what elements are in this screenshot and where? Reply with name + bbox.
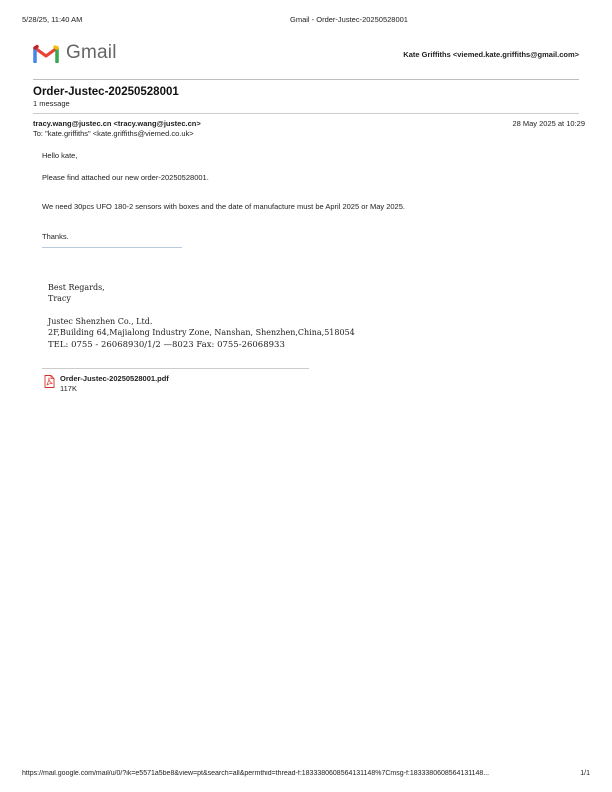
pdf-file-icon [44, 375, 55, 388]
print-datetime: 5/28/25, 11:40 AM [22, 15, 83, 24]
recipient: To: "kate.griffiths" <kate.griffiths@viemed.co.uk> [33, 129, 194, 138]
header-divider [33, 79, 579, 80]
sender[interactable]: tracy.wang@justec.cn <tracy.wang@justec.cn> [33, 119, 201, 128]
subject-divider [33, 113, 579, 114]
print-page-number: 1/1 [580, 770, 590, 777]
signature-company: Justec Shenzhen Co., Ltd. [48, 317, 153, 326]
signature-address: 2F,Building 64,Majialong Industry Zone, Nanshan, Shenzhen,China,518054 [48, 328, 355, 337]
account-label: Kate Griffiths <viemed.kate.griffiths@gmail.com> [403, 50, 579, 59]
signature-regards: Best Regards, [48, 283, 105, 292]
print-page-title: Gmail - Order-Justec-20250528001 [290, 15, 408, 24]
body-line-attached: Please find attached our new order-20250528001. [42, 173, 209, 182]
body-line-request: We need 30pcs UFO 180-2 sensors with boxes and the date of manufacture must be April 2025 or May 2025. [42, 202, 405, 211]
gmail-logo[interactable] [33, 42, 117, 64]
attachment-filename[interactable]: Order-Justec-20250528001.pdf [60, 374, 169, 383]
signature-tel: TEL: 0755 - 26068930/1/2 —8023 Fax: 0755-26068933 [48, 340, 285, 350]
attachment-divider [42, 368, 309, 369]
thread-subject: Order-Justec-20250528001 [33, 86, 179, 98]
signature-name: Tracy [48, 294, 71, 303]
message-count: 1 message [33, 99, 70, 108]
thanks: Thanks. [42, 232, 69, 241]
signature-divider [42, 247, 182, 248]
greeting: Hello kate, [42, 151, 78, 160]
gmail-m-icon [33, 43, 59, 63]
print-footer-url: https://mail.google.com/mail/u/0/?ik=e5571a5be8&view=pt&search=all&permthid=thread-f:1833380608564131148%7Cmsg-f:1833380608564131148... [22, 770, 490, 777]
attachment-size: 117K [60, 384, 77, 393]
gmail-wordmark: Gmail [66, 42, 117, 63]
message-date: 28 May 2025 at 10:29 [512, 119, 585, 128]
